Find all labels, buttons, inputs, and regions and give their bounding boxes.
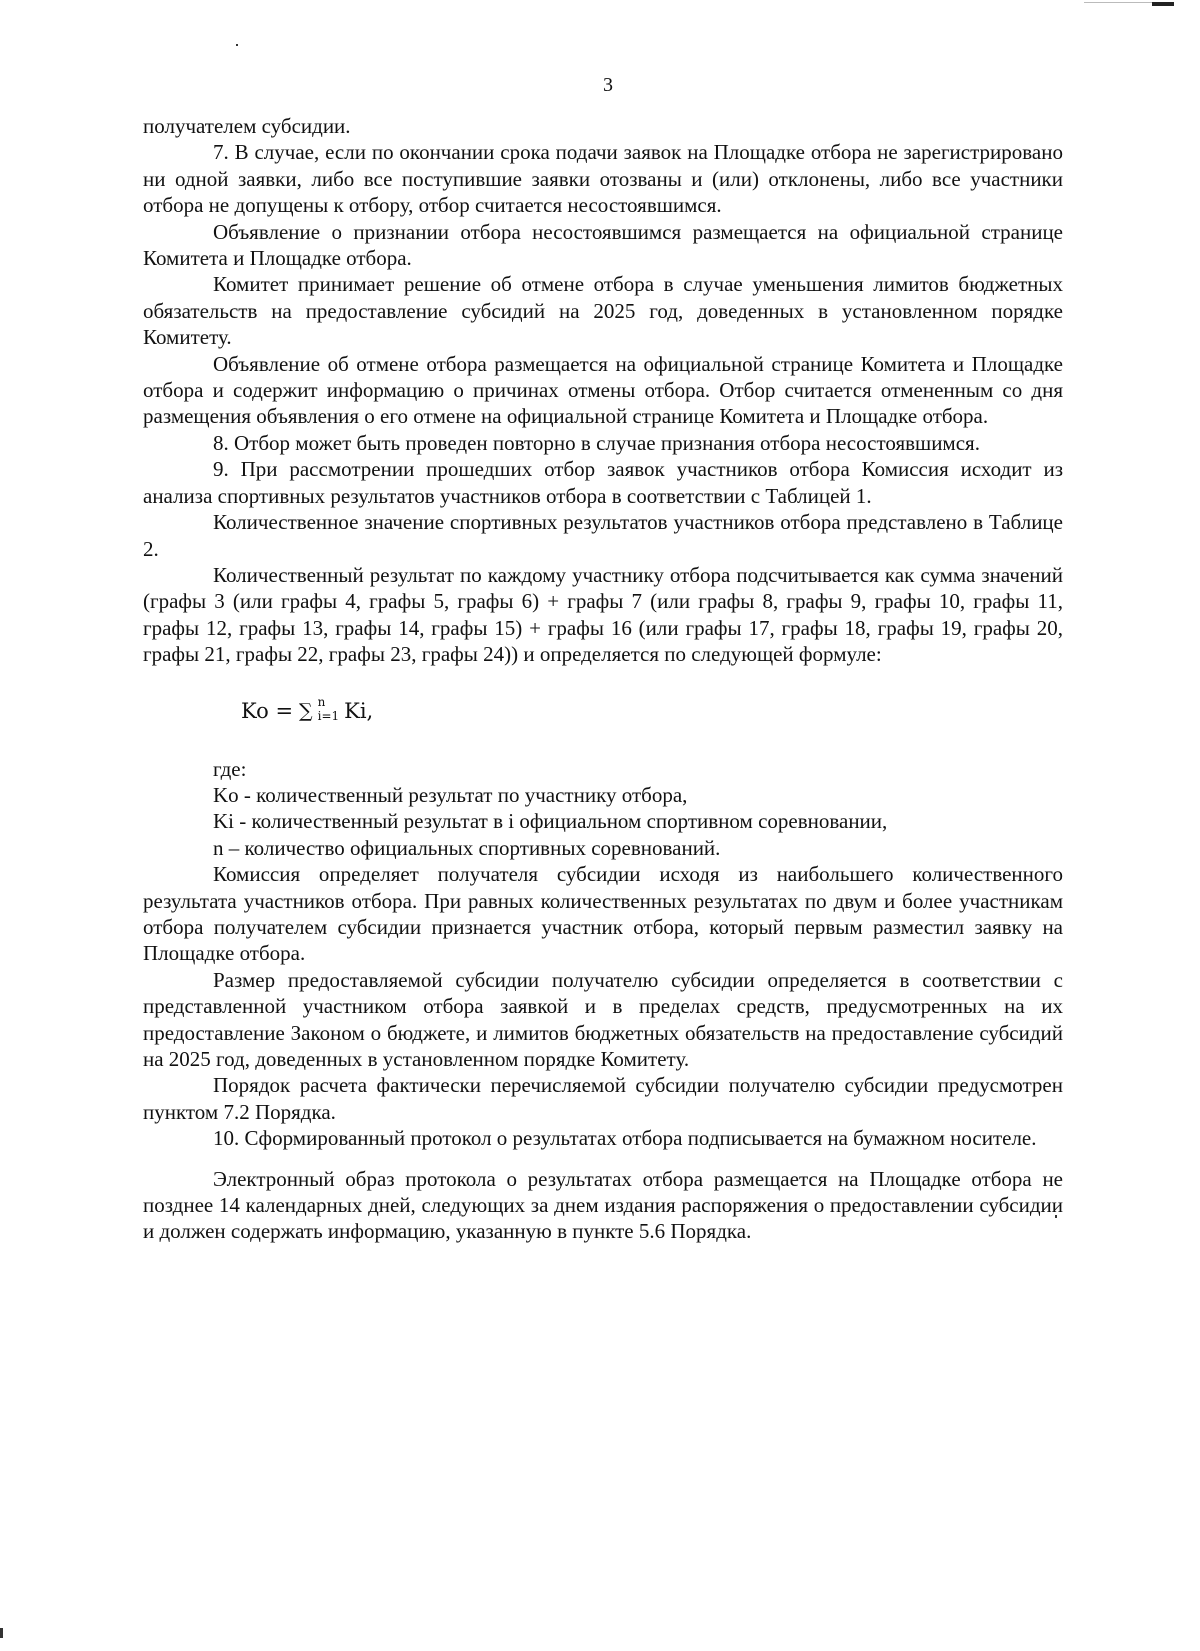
sum-upper-limit: n <box>317 694 326 709</box>
legend-item: Ki - количественный результат в i официальном спортивном соревновании, <box>213 809 888 834</box>
paragraph: 9. При рассмотрении прошедших отбор заявок участников отбора Комиссия исходит из анализа спортивных результатов участников отбора в соответствии с Таблицей 1. <box>143 457 1063 508</box>
scan-artifact-dot <box>236 44 238 46</box>
legend-label: где: <box>213 756 247 781</box>
sum-lower-limit: i=1 <box>317 708 340 723</box>
page-number: 3 <box>603 74 613 96</box>
paragraph: Количественное значение спортивных результатов участников отбора представлено в Таблице 2. <box>143 510 1063 561</box>
paragraph: Электронный образ протокола о результатах отбора размещается на Площадке отбора не позднее 14 календарных дней, следующих за днем издания распоряжения о предоставлении субсидии и должен содержать информацию, указанную в пункте 5.6 Порядка. <box>143 1166 1063 1244</box>
paragraph: 8. Отбор может быть проведен повторно в случае признания отбора несостоявшимся. <box>213 430 980 455</box>
document-body <box>143 113 1063 1245</box>
paragraph: 10. Сформированный протокол о результатах отбора подписывается на бумажном носителе. <box>213 1126 1037 1151</box>
legend-item: n – количество официальных спортивных соревнований. <box>213 835 721 860</box>
paragraph: Размер предоставляемой субсидии получателю субсидии определяется в соответствии с представленной участником отбора заявкой и в пределах средств, предусмотренных на их предоставление Законом о бюджете, и лимитов бюджетных обязательств на предоставление субсидий на 2025 год, доведенных в установленном порядке Комитету. <box>143 967 1063 1071</box>
legend-item: Ko - количественный результат по участнику отбора, <box>213 782 688 807</box>
paragraph: Комитет принимает решение об отмене отбора в случае уменьшения лимитов бюджетных обязательств на предоставление субсидий на 2025 год, доведенных в установленном порядке Комитету. <box>143 272 1063 350</box>
paragraph: 7. В случае, если по окончании срока подачи заявок на Площадке отбора не зарегистрировано ни одной заявки, либо все поступившие заявки отозваны и (или) отклонены, либо все участники отбора не допущены к отбору, отбор считается несостоявшимся. <box>143 140 1063 218</box>
formula-term: Ki, <box>344 699 374 724</box>
sum-symbol: ∑ <box>299 700 313 723</box>
paragraph: получателем субсидии. <box>143 114 351 138</box>
paragraph: Порядок расчета фактически перечисляемой субсидии получателю субсидии предусмотрен пунктом 7.2 Порядка. <box>143 1073 1063 1124</box>
paragraph: Количественный результат по каждому участнику отбора подсчитывается как сумма значений (графы 3 (или графы 4, графы 5, графы 6) + графы 7 (или графы 8, графы 9, графы 10, графы 11, графы 12, графы 13, графы 14, графы 15) + графы 16 (или графы 17, графы 18, графы 19, графы 20, графы 21, графы 22, графы 23, графы 24)) и определяется по следующей формуле: <box>143 562 1063 667</box>
formula-lhs: Ko = <box>241 699 294 724</box>
scan-artifact-top <box>1084 2 1174 6</box>
sum-limits <box>317 694 340 723</box>
paragraph: Комиссия определяет получателя субсидии исходя из наибольшего количественного результата участников отбора. При равных количественных результатах по двум и более участникам отбора получателем субсидии признается участник отбора, который первым разместил заявку на Площадке отбора. <box>143 862 1063 966</box>
scan-artifact-dot <box>0 1628 3 1638</box>
formula <box>241 695 1063 729</box>
paragraph: Объявление об отмене отбора размещается на официальной странице Комитета и Площадке отбора и содержит информацию о причинах отмены отбора. Отбор считается отмененным со дня размещения объявления о его отмене на официальной странице Комитета и Площадке отбора. <box>143 351 1063 429</box>
paragraph: Объявление о признании отбора несостоявшимся размещается на официальной странице Комитета и Площадке отбора. <box>143 219 1063 271</box>
formula-legend <box>143 756 1063 862</box>
